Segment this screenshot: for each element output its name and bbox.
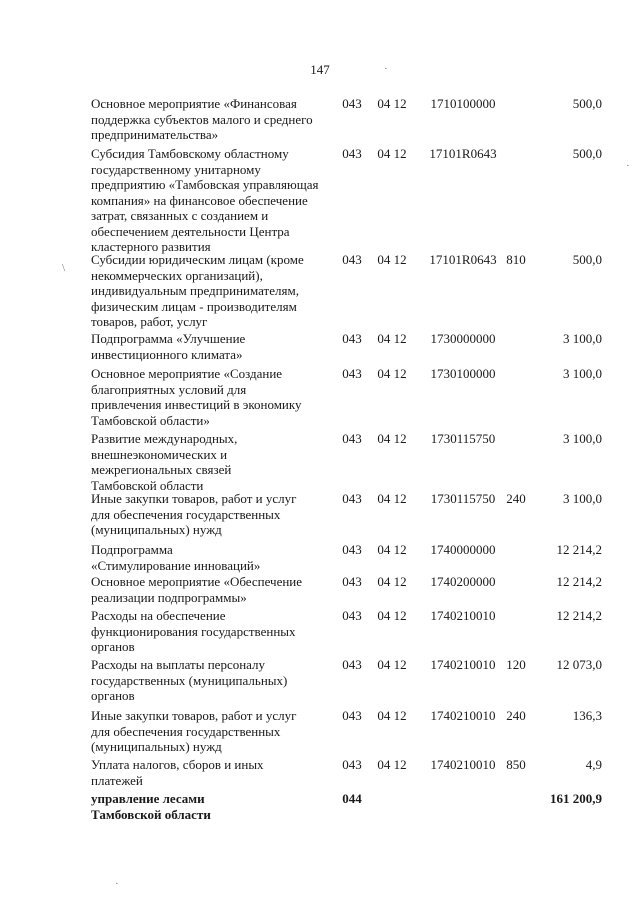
row-csr-cell: 1730000000 bbox=[430, 331, 496, 346]
row-name-cell: Подпрограмма «Улучшение инвестиционного климата» bbox=[91, 331, 246, 362]
row-vr-cell: 810 bbox=[506, 252, 526, 267]
row-sum-cell: 161 200,9 bbox=[550, 791, 602, 806]
row-name-cell: Основное мероприятие «Финансовая поддержка субъектов малого и среднего предпринимательства» bbox=[91, 96, 313, 142]
row-sum-cell: 3 100,0 bbox=[563, 491, 602, 506]
row-vr-cell: 240 bbox=[506, 708, 526, 723]
scan-mark: · bbox=[384, 63, 388, 75]
row-name-cell: Субсидия Тамбовскому областному государственному унитарному предприятию «Тамбовская управляющая компания» на финансовое обеспечение затрат, связанных с созданием и обеспечением деятельности Центра кластерного развития bbox=[91, 146, 319, 254]
page-number: 147 bbox=[310, 62, 330, 77]
row-vr-cell: 850 bbox=[506, 757, 526, 772]
row-csr-cell: 1730115750 bbox=[430, 431, 496, 446]
row-sum-cell: 12 214,2 bbox=[556, 608, 602, 623]
scan-mark: \ bbox=[62, 262, 66, 274]
row-vr-cell: 240 bbox=[506, 491, 526, 506]
row-name-cell: Основное мероприятие «Обеспечение реализации подпрограммы» bbox=[91, 574, 303, 605]
row-sum-cell: 12 073,0 bbox=[556, 657, 602, 672]
row-name-cell: Развитие международных, внешнеэкономических и межрегиональных связей Тамбовской области bbox=[91, 431, 238, 493]
row-csr-cell: 1730115750 bbox=[430, 491, 496, 506]
row-gr-cell: 043 bbox=[342, 491, 362, 506]
row-section-cell: 04 12 bbox=[377, 542, 407, 557]
row-gr-cell: 043 bbox=[342, 757, 362, 772]
scan-mark: · bbox=[626, 160, 630, 172]
row-sum-cell: 12 214,2 bbox=[556, 574, 602, 589]
row-gr-cell: 043 bbox=[342, 96, 362, 111]
row-gr-cell: 043 bbox=[342, 366, 362, 381]
row-gr-cell: 043 bbox=[342, 146, 362, 161]
row-name-cell: Уплата налогов, сборов и иных платежей bbox=[91, 757, 264, 788]
row-csr-cell: 1740210010 bbox=[430, 708, 496, 723]
row-section-cell: 04 12 bbox=[377, 491, 407, 506]
row-csr-cell: 1740210010 bbox=[430, 757, 496, 772]
row-csr-cell: 1740200000 bbox=[430, 574, 496, 589]
row-csr-cell: 17101R0643 bbox=[429, 146, 497, 161]
row-gr-cell: 043 bbox=[342, 431, 362, 446]
row-sum-cell: 500,0 bbox=[572, 252, 602, 267]
row-gr-cell: 043 bbox=[342, 708, 362, 723]
row-section-cell: 04 12 bbox=[377, 431, 407, 446]
row-name-cell: Иные закупки товаров, работ и услуг для обеспечения государственных (муниципальных) нужд bbox=[91, 708, 297, 754]
row-name-cell: Расходы на обеспечение функционирования государственных органов bbox=[91, 608, 296, 654]
row-section-cell: 04 12 bbox=[377, 708, 407, 723]
row-gr-cell: 044 bbox=[342, 791, 362, 806]
row-csr-cell: 1740210010 bbox=[430, 608, 496, 623]
row-sum-cell: 500,0 bbox=[572, 146, 602, 161]
row-gr-cell: 043 bbox=[342, 542, 362, 557]
row-section-cell: 04 12 bbox=[377, 366, 407, 381]
row-section-cell: 04 12 bbox=[377, 252, 407, 267]
row-section-cell: 04 12 bbox=[377, 146, 407, 161]
row-name-cell: управление лесами Тамбовской области bbox=[91, 791, 211, 822]
row-csr-cell: 1730100000 bbox=[430, 366, 496, 381]
row-sum-cell: 3 100,0 bbox=[563, 431, 602, 446]
row-section-cell: 04 12 bbox=[377, 331, 407, 346]
row-gr-cell: 043 bbox=[342, 608, 362, 623]
row-gr-cell: 043 bbox=[342, 574, 362, 589]
row-csr-cell: 1710100000 bbox=[430, 96, 496, 111]
row-sum-cell: 500,0 bbox=[572, 96, 602, 111]
row-gr-cell: 043 bbox=[342, 657, 362, 672]
row-sum-cell: 4,9 bbox=[585, 757, 602, 772]
row-name-cell: Основное мероприятие «Создание благоприятных условий для привлечения инвестиций в экономику Тамбовской области» bbox=[91, 366, 302, 428]
row-section-cell: 04 12 bbox=[377, 657, 407, 672]
row-sum-cell: 3 100,0 bbox=[563, 331, 602, 346]
row-csr-cell: 17101R0643 bbox=[429, 252, 497, 267]
row-csr-cell: 1740000000 bbox=[430, 542, 496, 557]
row-gr-cell: 043 bbox=[342, 331, 362, 346]
row-csr-cell: 1740210010 bbox=[430, 657, 496, 672]
row-sum-cell: 12 214,2 bbox=[556, 542, 602, 557]
row-section-cell: 04 12 bbox=[377, 608, 407, 623]
row-gr-cell: 043 bbox=[342, 252, 362, 267]
row-sum-cell: 136,3 bbox=[572, 708, 602, 723]
row-section-cell: 04 12 bbox=[377, 96, 407, 111]
row-section-cell: 04 12 bbox=[377, 574, 407, 589]
row-section-cell: 04 12 bbox=[377, 757, 407, 772]
row-name-cell: Расходы на выплаты персоналу государственных (муниципальных) органов bbox=[91, 657, 288, 703]
row-name-cell: Подпрограмма «Стимулирование инноваций» bbox=[91, 542, 261, 573]
row-name-cell: Субсидии юридическим лицам (кроме некоммерческих организаций), индивидуальным предпринимателям, физическим лицам - производителям товаров, работ, услуг bbox=[91, 252, 304, 329]
row-name-cell: Иные закупки товаров, работ и услуг для обеспечения государственных (муниципальных) нужд bbox=[91, 491, 297, 537]
row-vr-cell: 120 bbox=[506, 657, 526, 672]
row-sum-cell: 3 100,0 bbox=[563, 366, 602, 381]
scan-mark: · bbox=[115, 878, 119, 890]
